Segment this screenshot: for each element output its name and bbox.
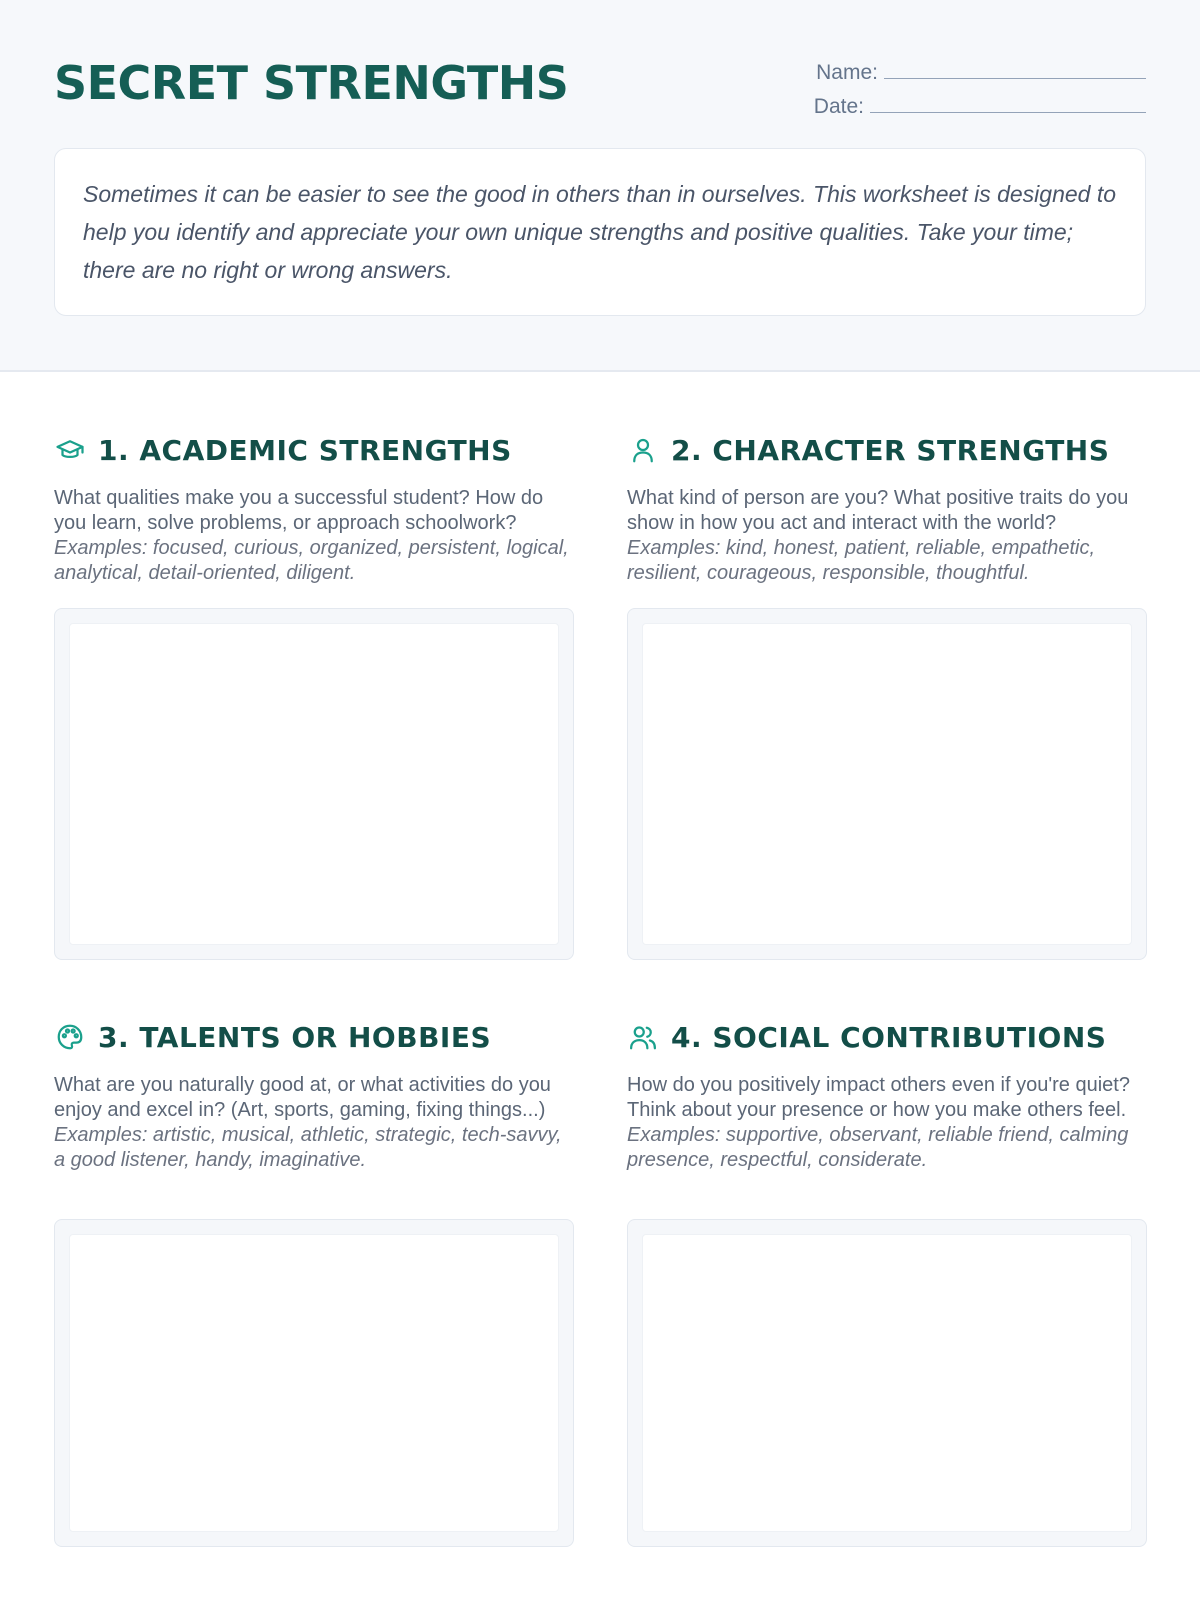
intro-text: Sometimes it can be easier to see the good in others than in ourselves. This worksheet is designed to help you identify and appreciate your own unique strengths and positive qualities. Take your time; there are no right or wrong answers. <box>83 181 1117 283</box>
section-title: 2. CHARACTER STRENGTHS <box>671 433 1110 467</box>
intro-box <box>54 148 1146 316</box>
answer-box-social <box>627 1219 1147 1547</box>
section-heading <box>627 1017 1147 1057</box>
answer-box-character <box>627 608 1147 960</box>
page-title: SECRET STRENGTHS <box>54 56 569 110</box>
date-row <box>814 90 1146 124</box>
graduation-cap-icon <box>54 434 86 466</box>
section-examples: Examples: supportive, observant, reliable friend, calming presence, respectful, considerate. <box>627 1124 1129 1171</box>
talents-hobbies-answer[interactable] <box>69 1234 559 1532</box>
section-description: What are you naturally good at, or what activities do you enjoy and excel in? (Art, sports, gaming, fixing things...) <box>54 1074 551 1121</box>
date-field[interactable] <box>870 92 1146 113</box>
answer-box-talents <box>54 1219 574 1547</box>
name-field[interactable] <box>884 58 1146 79</box>
section-examples: Examples: artistic, musical, athletic, strategic, tech-savvy, a good listener, handy, imaginative. <box>54 1124 562 1171</box>
section-description: How do you positively impact others even if you're quiet? Think about your presence or how you make others feel. <box>627 1074 1130 1121</box>
section-title: 3. TALENTS OR HOBBIES <box>98 1020 492 1054</box>
section-description: What kind of person are you? What positive traits do you show in how you act and interact with the world? <box>627 487 1129 534</box>
date-label: Date: <box>813 95 864 118</box>
name-date-fields <box>814 56 1146 124</box>
section-character-strengths <box>627 430 1147 586</box>
section-heading <box>627 430 1147 470</box>
section-examples: Examples: focused, curious, organized, persistent, logical, analytical, detail-oriented, diligent. <box>54 537 569 584</box>
section-academic-strengths <box>54 430 574 586</box>
character-strengths-answer[interactable] <box>642 623 1132 945</box>
answer-box-academic <box>54 608 574 960</box>
section-examples: Examples: kind, honest, patient, reliable, empathetic, resilient, courageous, responsible, thoughtful. <box>627 537 1096 584</box>
academic-strengths-answer[interactable] <box>69 623 559 945</box>
section-title: 4. SOCIAL CONTRIBUTIONS <box>671 1020 1107 1054</box>
worksheet-header <box>0 0 1200 372</box>
social-contributions-answer[interactable] <box>642 1234 1132 1532</box>
section-social-contributions <box>627 1017 1147 1173</box>
person-icon <box>627 434 659 466</box>
section-heading <box>54 1017 574 1057</box>
section-description: What qualities make you a successful student? How do you learn, solve problems, or approach schoolwork? <box>54 487 544 534</box>
people-icon <box>627 1021 659 1053</box>
name-row <box>814 56 1146 90</box>
section-talents-hobbies <box>54 1017 574 1173</box>
palette-icon <box>54 1021 86 1053</box>
name-label: Name: <box>816 61 878 84</box>
section-title: 1. ACADEMIC STRENGTHS <box>98 433 512 467</box>
section-heading <box>54 430 574 470</box>
